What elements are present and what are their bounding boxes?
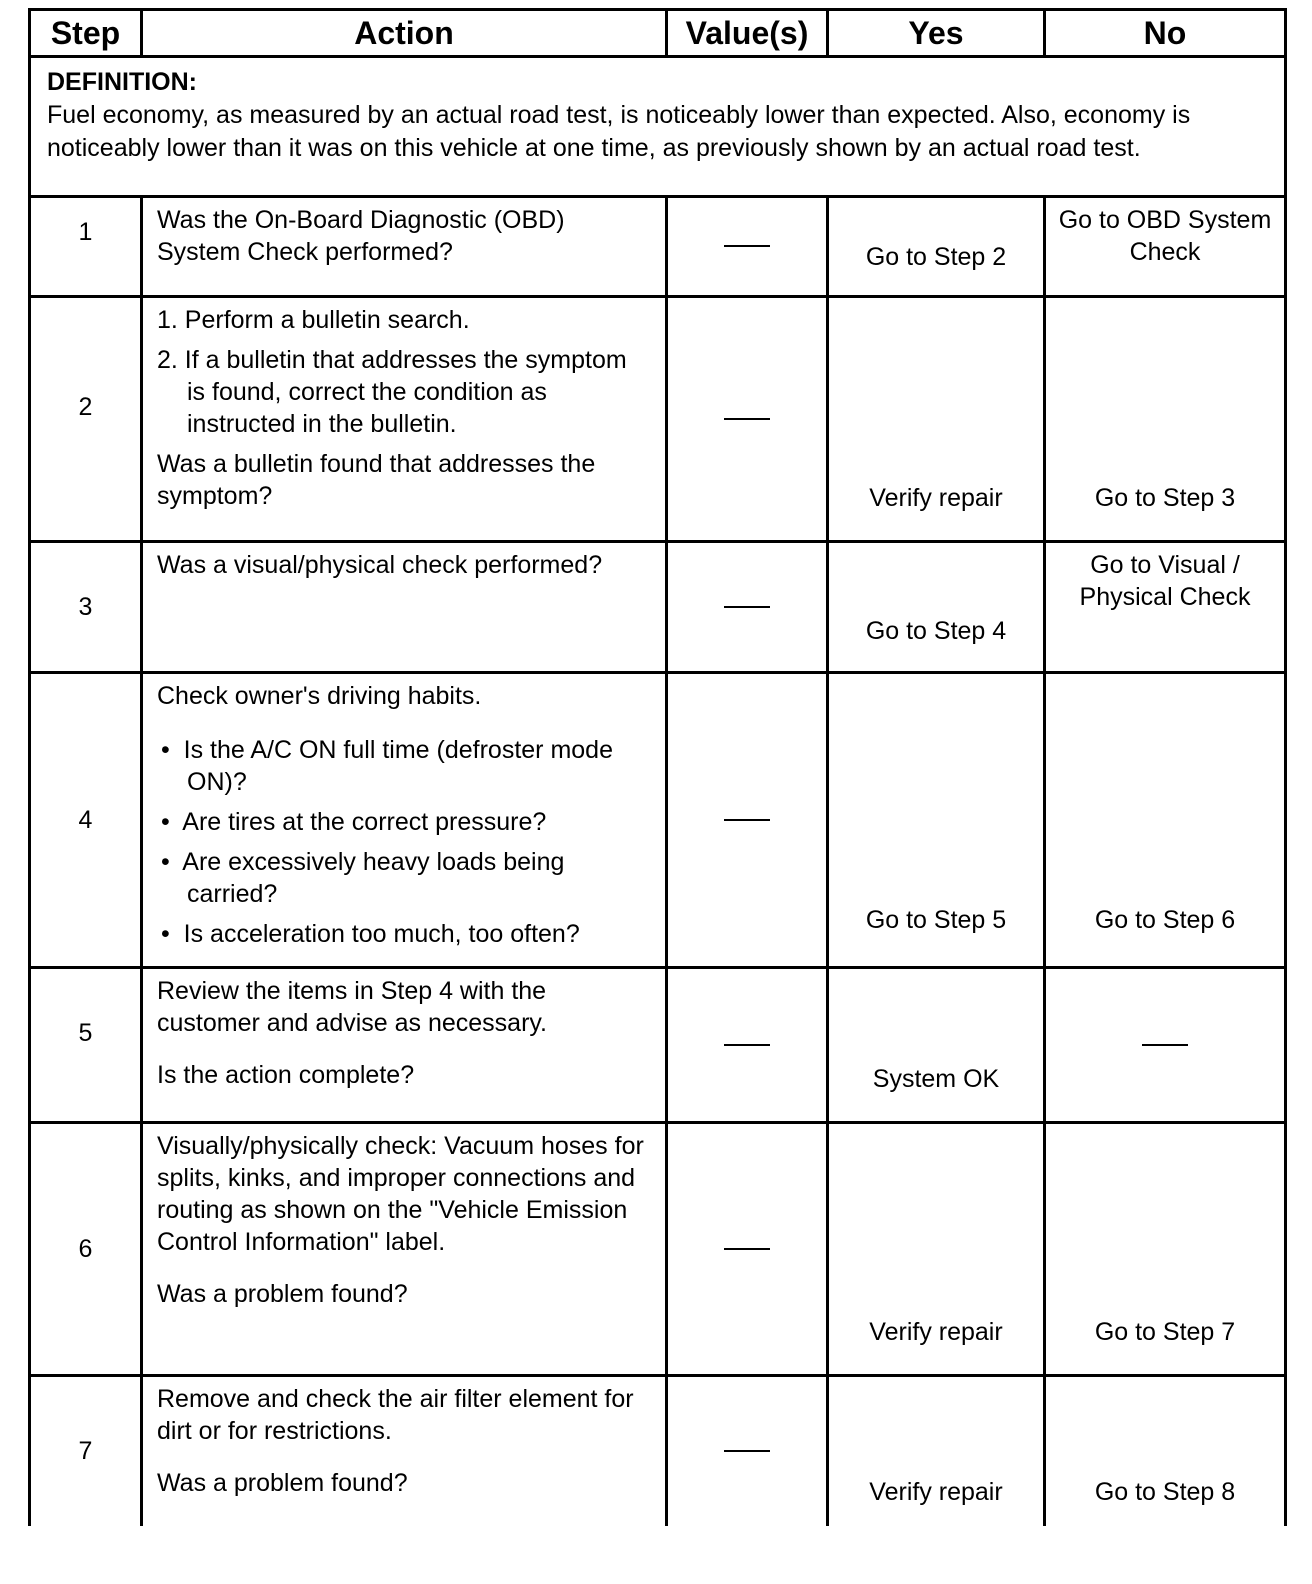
dash-mark [724, 1450, 770, 1452]
table-row [30, 542, 1286, 673]
no-cell [1045, 968, 1286, 1123]
dash-mark [724, 245, 770, 247]
value-cell [667, 197, 828, 297]
action-item: 2. If a bulletin that addresses the symptom is found, correct the condition as instructed in the bulletin. [157, 346, 627, 438]
no-cell: Go to Step 8 [1045, 1376, 1286, 1526]
bullet-item: • Is the A/C ON full time (defroster mode ON)? [161, 736, 613, 796]
action-text: Review the items in Step 4 with the customer and advise as necessary. [157, 977, 548, 1037]
step-number: 6 [30, 1123, 142, 1376]
yes-cell: System OK [828, 968, 1045, 1123]
action-question: Was a bulletin found that addresses the symptom? [157, 450, 596, 510]
yes-cell: Go to Step 2 [828, 197, 1045, 297]
bullet-item: • Are tires at the correct pressure? [161, 808, 547, 836]
table-row [30, 1123, 1286, 1376]
step-number: 5 [30, 968, 142, 1123]
action-cell [142, 968, 667, 1123]
action-cell [142, 1376, 667, 1526]
yes-cell: Go to Step 4 [828, 542, 1045, 673]
step-number: 2 [30, 297, 142, 542]
table-row [30, 968, 1286, 1123]
action-question: Is the action complete? [157, 1061, 415, 1089]
value-cell [667, 1376, 828, 1526]
no-cell: Go to Step 3 [1045, 297, 1286, 542]
header-values: Value(s) [667, 10, 828, 57]
step-number: 3 [30, 542, 142, 673]
no-cell: Go to Visual / Physical Check [1045, 542, 1286, 673]
step-number: 4 [30, 673, 142, 968]
action-text: Visually/physically check: Vacuum hoses for splits, kinks, and improper connections and routing as shown on the "Vehicle Emission Control Information" label. [157, 1132, 644, 1256]
definition-cell [30, 57, 1286, 197]
value-cell [667, 968, 828, 1123]
action-cell [142, 297, 667, 542]
table-row [30, 197, 1286, 297]
yes-cell: Go to Step 5 [828, 673, 1045, 968]
dash-mark [724, 1044, 770, 1046]
header-row [30, 10, 1286, 57]
no-cell: Go to Step 7 [1045, 1123, 1286, 1376]
table-row [30, 1376, 1286, 1526]
step-number: 1 [30, 197, 142, 297]
yes-cell: Verify repair [828, 1123, 1045, 1376]
value-cell [667, 1123, 828, 1376]
header-yes: Yes [828, 10, 1045, 57]
action-question: Was a problem found? [157, 1280, 408, 1308]
value-cell [667, 673, 828, 968]
action-intro: Check owner's driving habits. [157, 682, 482, 710]
header-no: No [1045, 10, 1286, 57]
action-cell: Was the On-Board Diagnostic (OBD) System Check performed? [142, 197, 667, 297]
definition-text: Fuel economy, as measured by an actual road test, is noticeably lower than expected. Also, economy is noticeably lower than it was on this vehicle at one time, as previously shown by an actual road test. [47, 101, 1191, 162]
dash-mark [724, 418, 770, 420]
dash-mark [1142, 1044, 1188, 1046]
bullet-item: • Are excessively heavy loads being carried? [161, 848, 565, 908]
action-cell: Was a visual/physical check performed? [142, 542, 667, 673]
action-cell [142, 1123, 667, 1376]
table-row [30, 297, 1286, 542]
action-cell [142, 673, 667, 968]
header-action: Action [142, 10, 667, 57]
no-cell: Go to Step 6 [1045, 673, 1286, 968]
table-row [30, 673, 1286, 968]
bullet-item: • Is acceleration too much, too often? [161, 920, 580, 948]
value-cell [667, 542, 828, 673]
header-step: Step [30, 10, 142, 57]
dash-mark [724, 606, 770, 608]
definition-title: DEFINITION: [47, 68, 197, 96]
yes-cell: Verify repair [828, 297, 1045, 542]
value-cell [667, 297, 828, 542]
step-number: 7 [30, 1376, 142, 1526]
diagnostic-table [28, 8, 1287, 1526]
yes-cell: Verify repair [828, 1376, 1045, 1526]
definition-row [30, 57, 1286, 197]
dash-mark [724, 1248, 770, 1250]
action-item: 1. Perform a bulletin search. [157, 306, 470, 334]
action-text: Remove and check the air filter element for dirt or for restrictions. [157, 1385, 634, 1445]
no-cell: Go to OBD System Check [1045, 197, 1286, 297]
dash-mark [724, 819, 770, 821]
action-question: Was a problem found? [157, 1469, 408, 1497]
